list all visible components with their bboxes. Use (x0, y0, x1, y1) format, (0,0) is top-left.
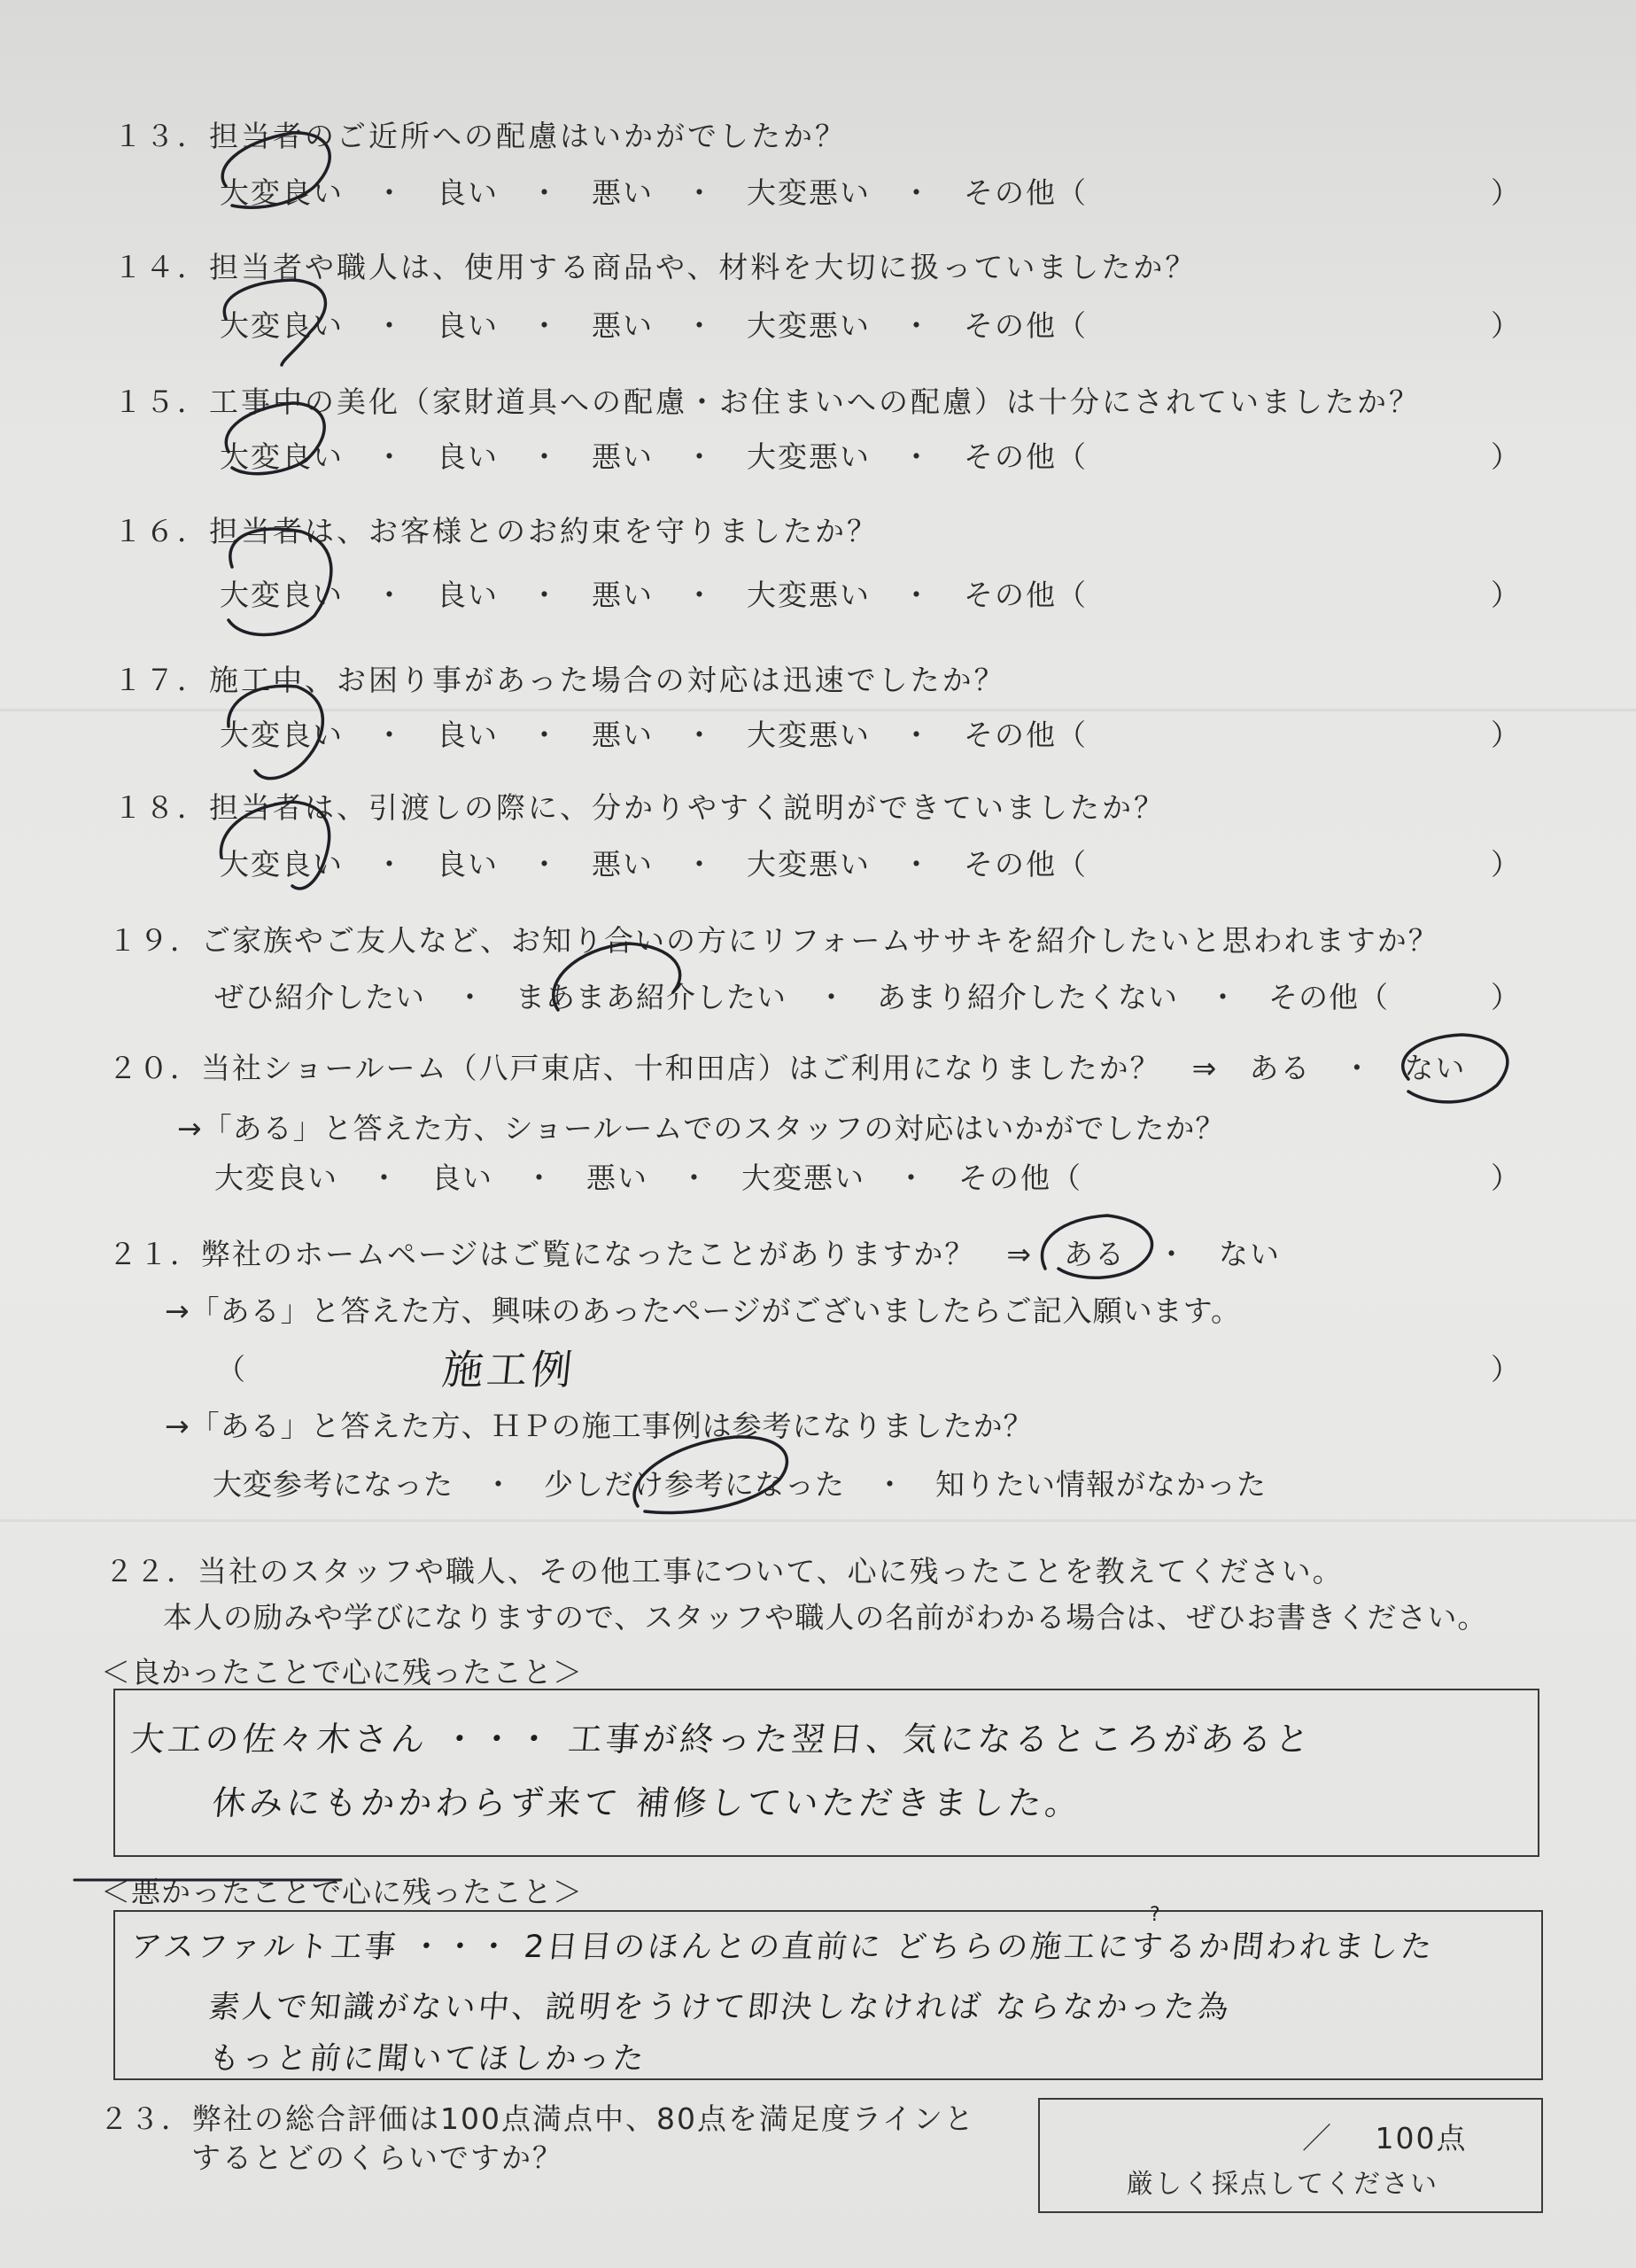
q16-circle-mark (229, 529, 331, 634)
q17-circle-mark (229, 686, 323, 778)
q19-text: １９．ご家族やご友人など、お知り合いの方にリフォームササキを紹介したいと思われますか？ (108, 923, 1439, 958)
q14-options: 大変良い ・ 良い ・ 悪い ・ 大変悪い ・ その他（ (220, 308, 1088, 343)
q14-circle-mark (224, 280, 325, 365)
q19-options: ぜひ紹介したい ・ まあまあ紹介したい ・ あまり紹介したくない ・ その他（ (214, 980, 1389, 1014)
q21-text: ２１．弊社のホームページはご覧になったことがありますか？ ⇒ ある ・ ない (108, 1237, 1281, 1271)
q21-open-paren: （ (216, 1352, 245, 1386)
good-answer-line2: 休みにもかかわらず来て 補修していただきました。 (210, 1783, 1085, 1822)
bad-answer-line1: アスファルト工事 ・・・ 2日目のほんとの直前に どちらの施工にするか問われました (128, 1930, 1437, 1965)
q14-text: １４．担当者や職人は、使用する商品や、材料を大切に扱っていましたか？ (113, 250, 1198, 284)
q13-text: １３．担当者のご近所への配慮はいかがでしたか？ (113, 119, 847, 153)
insert-mark: ? (1150, 1904, 1160, 1926)
q23-text1: ２３．弊社の総合評価は100点満点中、80点を満足度ラインと (99, 2101, 975, 2136)
q15-text: １５．工事中の美化（家財道具への配慮・お住まいへの配慮）は十分にされていましたか？ (113, 384, 1421, 419)
q16-text: １６．担当者は、お客様とのお約束を守りましたか？ (113, 514, 879, 548)
q15-options: 大変良い ・ 良い ・ 悪い ・ 大変悪い ・ その他（ (220, 439, 1088, 474)
q21-sub1: →「ある」と答えた方、興味のあったページがございましたらご記入願います。 (165, 1293, 1242, 1328)
q20-circle-mark (1403, 1035, 1508, 1102)
bad-answer-line3: もっと前に聞いてほしかった (206, 2041, 648, 2077)
q15-close-paren: ） (1491, 439, 1520, 474)
q20-sub: →「ある」と答えた方、ショールームでのスタッフの対応はいかがでしたか？ (177, 1111, 1226, 1146)
score-note: 厳しく採点してください (1127, 2169, 1438, 2200)
q20-close-paren: ） (1491, 1161, 1520, 1195)
q23-text2: するとどのくらいですか？ (191, 2140, 563, 2175)
q21-answer-handwritten: 施工例 (439, 1346, 578, 1394)
q17-options: 大変良い ・ 良い ・ 悪い ・ 大変悪い ・ その他（ (220, 718, 1088, 752)
q13-close-paren: ） (1491, 175, 1520, 210)
q21-sub2: →「ある」と答えた方、ＨＰの施工事例は参考になりましたか？ (165, 1409, 1034, 1443)
q15-circle-mark (226, 403, 324, 474)
q22-text2: 本人の励みや学びになりますので、スタッフや職人の名前がわかる場合は、ぜひお書きください。 (163, 1600, 1488, 1635)
good-section-label: ＜良かったことで心に残ったこと＞ (101, 1655, 583, 1689)
q21-options: 大変参考になった ・ 少しだけ参考になった ・ 知りたい情報がなかった (213, 1467, 1267, 1502)
q22-text: ２２．当社のスタッフや職人、その他工事について、心に残ったことを教えてください。 (105, 1554, 1344, 1588)
q17-close-paren: ） (1491, 718, 1520, 752)
bad-answer-line2: 素人で知識がない中、説明をうけて即決しなければ ならなかった為 (206, 1990, 1233, 2025)
q18-close-paren: ） (1491, 847, 1520, 882)
q13-circle-mark (222, 133, 330, 207)
q18-text: １８．担当者は、引渡しの際に、分かりやすく説明ができていましたか？ (113, 790, 1166, 825)
q14-close-paren: ） (1491, 308, 1520, 343)
q21-circle-mark (1042, 1216, 1151, 1278)
q17-text: １７．施工中、お困り事があった場合の対応は迅速でしたか？ (113, 663, 1006, 697)
q13-options: 大変良い ・ 良い ・ 悪い ・ 大変悪い ・ その他（ (220, 175, 1088, 210)
q16-options: 大変良い ・ 良い ・ 悪い ・ 大変悪い ・ その他（ (220, 578, 1088, 612)
q20-text: ２０．当社ショールーム（八戸東店、十和田店）はご利用になりましたか？ ⇒ ある ・ ない (108, 1051, 1467, 1085)
q19-circle-mark (554, 944, 680, 1010)
q18-options: 大変良い ・ 良い ・ 悪い ・ 大変悪い ・ その他（ (220, 847, 1088, 882)
q19-close-paren: ） (1491, 980, 1520, 1014)
q20-options: 大変良い ・ 良い ・ 悪い ・ 大変悪い ・ その他（ (214, 1161, 1082, 1195)
bad-section-label: ＜悪かったことで心に残ったこと＞ (101, 1875, 583, 1909)
score-value: ／ 100点 (1302, 2121, 1468, 2155)
q21-options-circle-mark (634, 1437, 787, 1513)
q21-close-paren: ） (1491, 1352, 1520, 1386)
q18-circle-mark (221, 802, 329, 889)
q16-close-paren: ） (1491, 578, 1520, 612)
good-answer-line1: 大工の佐々木さん ・・・ 工事が終った翌日、気になるところがあると (128, 1720, 1315, 1759)
